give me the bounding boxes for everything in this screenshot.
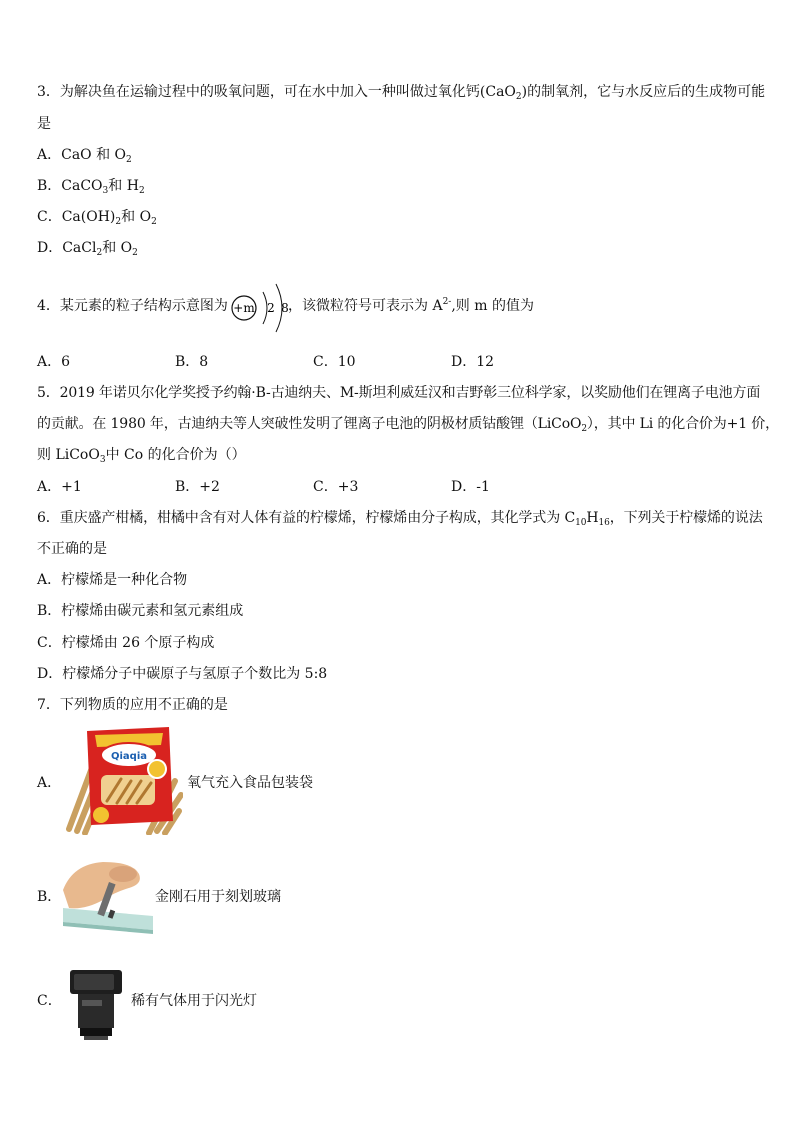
q4-option-c: C．10 bbox=[313, 354, 356, 370]
q6-option-a: A．柠檬烯是一种化合物 bbox=[37, 572, 188, 588]
glass-cutter-image bbox=[63, 860, 153, 938]
q7-option-c-label: C． bbox=[37, 993, 62, 1009]
q5-stem-line1: 5．2019 年诺贝尔化学奖授予约翰·B-古迪纳夫、M-斯坦利威廷汉和吉野彰三位科学家，以奖励他们在锂离子电池方面 bbox=[37, 385, 761, 401]
camera-flash-image bbox=[66, 966, 128, 1042]
q6-option-c: C．柠檬烯由 26 个原子构成 bbox=[37, 635, 215, 651]
q6-option-d: D．柠檬烯分子中碳原子与氢原子个数比为 5:8 bbox=[37, 666, 328, 682]
q7-option-c-text: 稀有气体用于闪光灯 bbox=[131, 993, 257, 1009]
q3-option-a: A．CaO 和 $O_2$ bbox=[37, 147, 132, 165]
q4-stem-part2: ，该微粒符号可表示为 $A^{2-}$,则 m 的值为 bbox=[288, 297, 534, 314]
q5-stem-line2: 的贡献。在 1980 年，古迪纳夫等人突破性发明了锂离子电池的阴极材质钴酸锂（LiCoO$_2$），其中 Li 的化合价为+1 价， bbox=[37, 416, 779, 434]
q6-stem-line2: 不正确的是 bbox=[37, 541, 107, 557]
shell-1-electrons: 2 bbox=[267, 301, 275, 315]
q7-option-b-text: 金刚石用于刻划玻璃 bbox=[155, 889, 281, 905]
q3-stem-line1: 3．为解决鱼在运输过程中的吸氧问题，可在水中加入一种叫做过氧化钙(CaO$_2$)的制氧剂，它与水反应后的生成物可能 bbox=[37, 84, 766, 102]
bag-brand-text: Qiaqia bbox=[110, 751, 148, 762]
q5-option-d: D．-1 bbox=[451, 479, 490, 495]
q5-stem-line3: 则 LiCoO$_3$中 Co 的化合价为（） bbox=[37, 447, 246, 465]
q3-option-d: D．CaCl$_2$和 $O_2$ bbox=[37, 240, 138, 258]
atomic-structure-diagram bbox=[230, 280, 294, 336]
q7-option-b-label: B． bbox=[37, 889, 62, 905]
q6-stem-line1: 6．重庆盛产柑橘，柑橘中含有对人体有益的柠檬烯，柠檬烯由分子构成，其化学式为 $C_{10}H_{16}$，下列关于柠檬烯的说法 bbox=[37, 510, 763, 528]
q7-stem: 7．下列物质的应用不正确的是 bbox=[37, 697, 228, 713]
q5-option-a: A．+1 bbox=[37, 479, 82, 495]
q4-stem-part1: 4．某元素的粒子结构示意图为 bbox=[37, 298, 228, 314]
q7-option-a-text: 氧气充入食品包装袋 bbox=[187, 775, 313, 791]
snack-bag-image bbox=[65, 725, 183, 835]
q3-option-b: B．CaCO$_3$和 $H_2$ bbox=[37, 178, 145, 196]
q6-option-b: B．柠檬烯由碳元素和氢元素组成 bbox=[37, 603, 244, 619]
q5-option-b: B．+2 bbox=[175, 479, 220, 495]
q4-option-a: A．6 bbox=[37, 354, 71, 370]
q3-stem-line2: 是 bbox=[37, 116, 51, 132]
q7-option-a-label: A． bbox=[37, 775, 62, 791]
q5-option-c: C．+3 bbox=[313, 479, 359, 495]
q4-option-b: B．8 bbox=[175, 354, 209, 370]
q3-option-c: C．$Ca(OH)_2$和 $O_2$ bbox=[37, 209, 157, 227]
nucleus-charge: +m bbox=[233, 301, 255, 315]
shell-2-electrons: 8 bbox=[281, 301, 289, 315]
q4-option-d: D．12 bbox=[451, 354, 495, 370]
